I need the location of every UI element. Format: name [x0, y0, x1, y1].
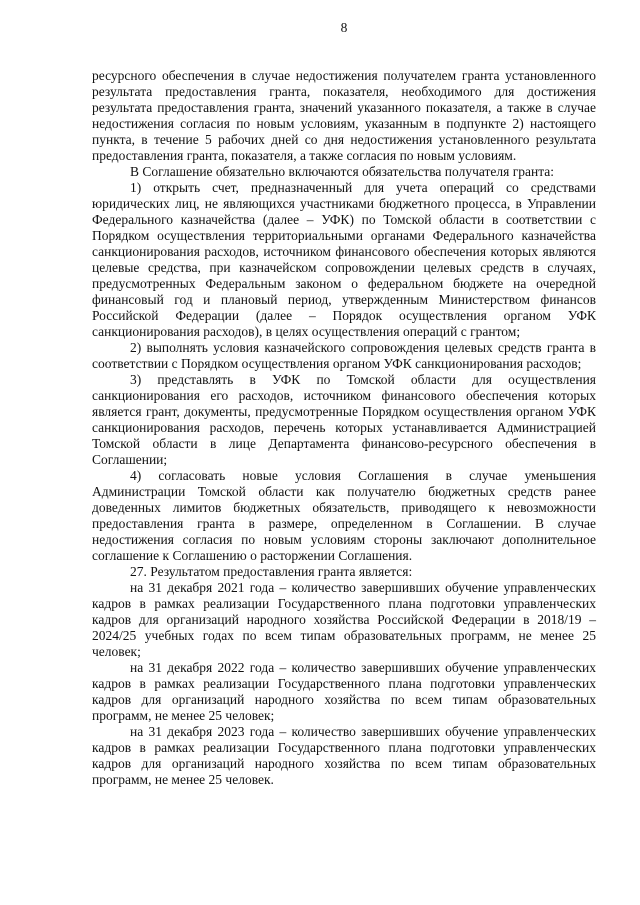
page-number: 8	[340, 20, 348, 35]
paragraph-9: на 31 декабря 2023 года – количество завершивших обучение управленческих кадров в рамках реализации Государственного плана подготовки управленческих кадров для организаций народного хозяйства по всем типам образовательных программ, не менее 25 человек.	[92, 724, 596, 787]
paragraph-0: ресурсного обеспечения в случае недостижения получателем гранта установленного результата предоставления гранта, показателя, необходимого для достижения результата предоставления гранта, значений указанного показателя, а также в случае недостижения согласия по новым условиям, указанным в подпункте 2) настоящего пункта, в течение 5 рабочих дней со дня недостижения установленного результата предоставления гранта, показателя, а также согласия по новым условиям.	[92, 68, 596, 163]
paragraph-4: 3) представлять в УФК по Томской области для осуществления санкционирования его расходов, источником финансового обеспечения которых является грант, документы, предусмотренные Порядком осуществления органом УФК санкционирования расходов, перечень которых устанавливается Администрацией Томской области в лице Департамента финансово-ресурсного обеспечения в Соглашении;	[92, 372, 596, 467]
paragraph-3: 2) выполнять условия казначейского сопровождения целевых средств гранта в соответствии с Порядком осуществления органом УФК санкционирования расходов;	[92, 340, 596, 371]
document-page	[92, 20, 596, 788]
paragraph-1: В Соглашение обязательно включаются обязательства получателя гранта:	[130, 164, 555, 179]
paragraph-6: 27. Результатом предоставления гранта является:	[130, 564, 413, 579]
paragraph-2: 1) открыть счет, предназначенный для учета операций со средствами юридических лиц, не являющихся участниками бюджетного процесса, в Управлении Федерального казначейства (далее – УФК) по Томской области в соответствии с Порядком осуществления территориальными органами Федерального казначейства санкционирования расходов, источником финансового обеспечения которых являются целевые средства, при казначейском сопровождении целевых средств в случаях, предусмотренных Федеральным законом о федеральном бюджете на очередной финансовый год и плановый период, утвержденным Министерством финансов Российской Федерации (далее – Порядок осуществления органом УФК санкционирования расходов), в целях осуществления операций с грантом;	[92, 180, 596, 339]
paragraph-7: на 31 декабря 2021 года – количество завершивших обучение управленческих кадров в рамках реализации Государственного плана подготовки управленческих кадров для организаций народного хозяйства Российской Федерации в 2018/19 – 2024/25 учебных годах по всем типам образовательных программ, не менее 25 человек;	[92, 580, 596, 659]
paragraph-5: 4) согласовать новые условия Соглашения в случае уменьшения Администрации Томской области как получателю бюджетных средств ранее доведенных лимитов бюджетных обязательств, приводящего к невозможности предоставления гранта в размере, определенном в Соглашении. В случае недостижения согласия по новым условиям стороны заключают дополнительное соглашение к Соглашению о расторжении Соглашения.	[92, 468, 596, 563]
paragraph-8: на 31 декабря 2022 года – количество завершивших обучение управленческих кадров в рамках реализации Государственного плана подготовки управленческих кадров для организаций народного хозяйства по всем типам образовательных программ, не менее 25 человек;	[92, 660, 596, 723]
